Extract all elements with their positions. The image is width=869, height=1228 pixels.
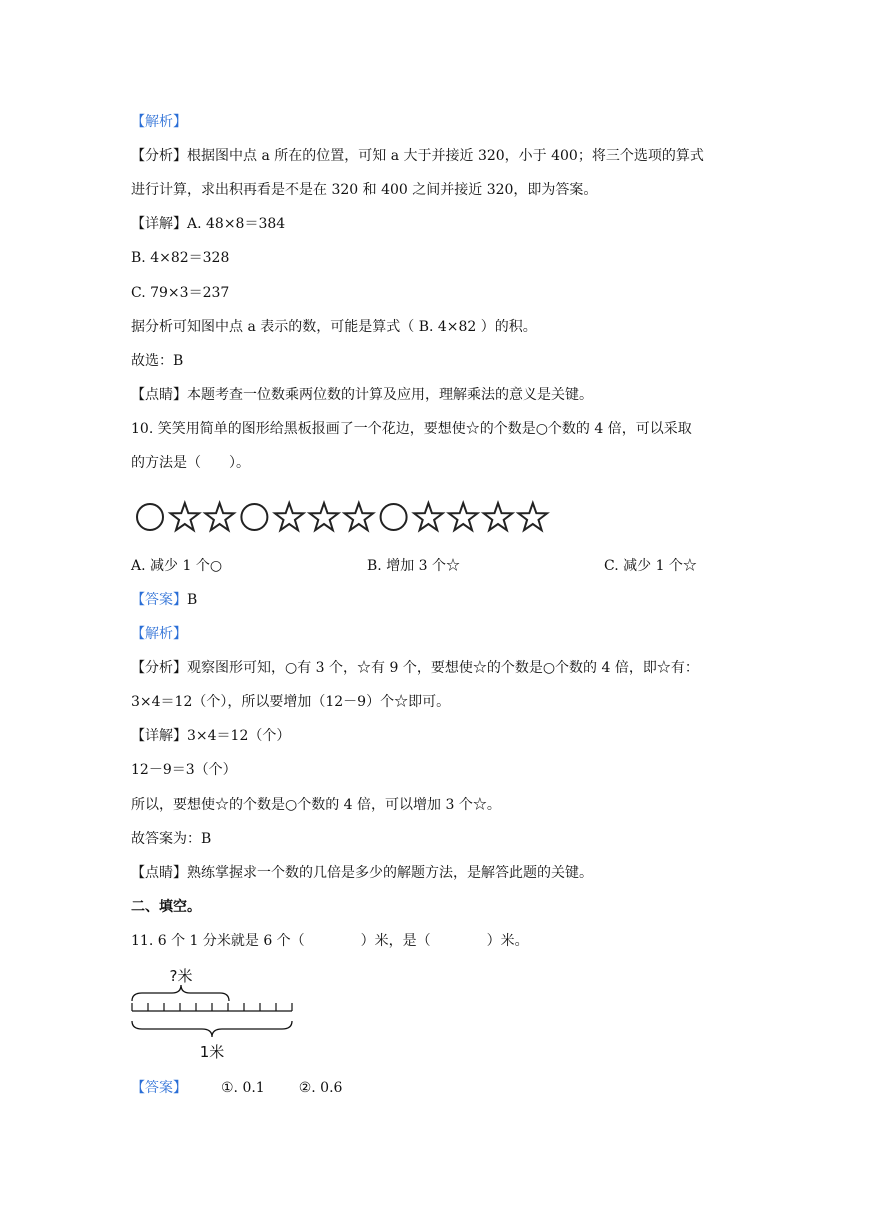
answer-2: ②. 0.6	[298, 1080, 343, 1096]
q9-analysis-line-1	[131, 146, 704, 166]
star-icon	[449, 503, 478, 530]
q10-detail-line-3: 所以，要想使☆的个数是○个数的 4 倍，可以增加 3 个☆。	[131, 797, 501, 813]
pattern-svg	[134, 498, 564, 536]
fenxi-tag: 【分析】	[131, 660, 187, 676]
dianjing-tag: 【点睛】	[131, 865, 187, 881]
daan-value: B	[187, 592, 198, 608]
star-icon	[205, 503, 234, 530]
q9-dianjing-line	[131, 385, 593, 405]
q10-stem-line-2: 的方法是（ ）。	[131, 455, 250, 471]
dianjing-text: 熟练掌握求一个数的几倍是多少的解题方法，是解答此题的关键。	[187, 865, 593, 881]
q10-stem-line-1: 10. 笑笑用简单的图形给黑板报画了一个花边，要想使☆的个数是○个数的 4 倍，可以采取	[131, 421, 692, 437]
xiangjie-text: 3×4＝12（个）	[187, 728, 291, 744]
q11-answer-line	[131, 1078, 342, 1098]
q9-conclusion: 据分析可知图中点 a 表示的数，可能是算式（ B. 4×82 ）的积。	[131, 319, 537, 335]
circle-icon	[241, 504, 267, 530]
star-icon	[345, 503, 374, 530]
star-icon	[519, 503, 548, 530]
option-c: C. 减少 1 个☆	[604, 558, 697, 574]
q10-dianjing-line	[131, 863, 593, 883]
q9-analysis-line-2: 进行计算，求出积再看是不是在 320 和 400 之间并接近 320，即为答案。	[131, 182, 598, 198]
fenxi-text: 观察图形可知，○有 3 个，☆有 9 个，要想使☆的个数是○个数的 4 倍，即☆有：	[187, 660, 699, 676]
daan-tag: 【答案】	[131, 592, 187, 608]
ruler-top-label: ?米	[169, 967, 193, 985]
q10-analysis-line-1	[131, 658, 699, 678]
fenxi-tag: 【分析】	[131, 148, 187, 164]
option-a: A. 减少 1 个○	[131, 558, 223, 574]
xiangjie-tag: 【详解】	[131, 728, 187, 744]
section-heading: 二、填空。	[131, 899, 201, 915]
circle-icon	[137, 504, 163, 530]
option-b: B. 增加 3 个☆	[367, 558, 460, 574]
ruler-svg	[128, 965, 308, 1065]
q10-analysis-line-2: 3×4＝12（个），所以要增加（12－9）个☆即可。	[131, 694, 451, 710]
xiangjie-text: A. 48×8＝384	[187, 216, 286, 232]
answer-1: ①. 0.1	[221, 1080, 265, 1096]
star-icon	[414, 503, 443, 530]
fenxi-text: 根据图中点 a 所在的位置，可知 a 大于并接近 320，小于 400；将三个选项的算式	[187, 148, 704, 164]
star-icon	[484, 503, 513, 530]
daan-tag: 【答案】	[131, 1080, 187, 1096]
q9-detail-line-1	[131, 214, 285, 234]
ruler-diagram	[128, 965, 308, 1069]
shape-pattern	[134, 498, 564, 540]
q10-answer-statement: 故答案为：B	[131, 831, 212, 847]
ruler-bottom-label: 1米	[199, 1043, 225, 1061]
star-icon	[275, 503, 304, 530]
star-icon	[171, 503, 200, 530]
q10-detail-line-1	[131, 726, 290, 746]
ruler-ticks	[132, 1003, 292, 1011]
q10-jiexi-tag: 【解析】	[131, 626, 187, 642]
q9-choice: 故选：B	[131, 353, 184, 369]
jiexi-tag: 【解析】	[131, 114, 187, 130]
xiangjie-tag: 【详解】	[131, 216, 187, 232]
bottom-brace	[132, 1021, 292, 1037]
q9-detail-line-c: C. 79×3＝237	[131, 285, 230, 301]
q9-detail-line-b: B. 4×82＝328	[131, 250, 230, 266]
circle-icon	[381, 504, 407, 530]
q10-answer-line	[131, 590, 197, 610]
q11-stem: 11. 6 个 1 分米就是 6 个（ ）米，是（ ）米。	[131, 933, 529, 949]
dianjing-tag: 【点睛】	[131, 387, 187, 403]
star-icon	[310, 503, 339, 530]
top-brace	[132, 985, 229, 1001]
dianjing-text: 本题考查一位数乘两位数的计算及应用，理解乘法的意义是关键。	[187, 387, 593, 403]
q10-detail-line-2: 12－9＝3（个）	[131, 762, 237, 778]
